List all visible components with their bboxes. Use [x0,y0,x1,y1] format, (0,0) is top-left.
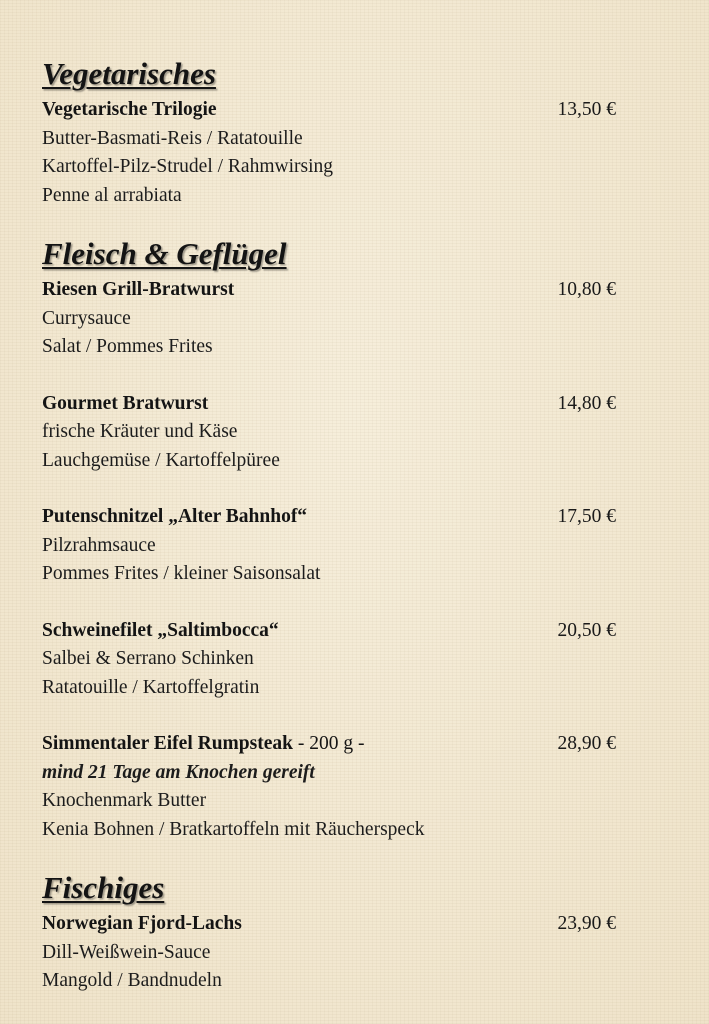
menu-page [42,52,622,1018]
dish-description: Salat / Pommes Frites [42,336,213,357]
dish-name: Norwegian Fjord-Lachs [42,913,242,934]
dish-weight: - 200 g - [292,733,365,754]
dish-description: Penne al arrabiata [42,184,182,206]
section-fischiges [42,866,622,996]
dish-note: mind 21 Tage am Knochen gereift [42,761,315,783]
dish-name: Vegetarische Trilogie [42,99,217,120]
dish-description: Lauchgemüse / Kartoffelpüree [42,449,280,471]
menu-item [42,730,622,844]
dish-description: Ratatouille / Kartoffelgratin [42,676,260,698]
dish-description: Butter-Basmati-Reis / Ratatouille [42,127,303,149]
menu-item [42,617,622,703]
dish-name-text: Simmentaler Eifel Rumpsteak [42,733,293,754]
dish-price: 10,80 € [557,279,616,300]
dish-price: 17,50 € [557,506,616,527]
dish-description: Currysauce [42,307,131,329]
menu-item [42,910,622,996]
dish-name: Schweinefilet „Saltimbocca“ [42,619,279,641]
dish-price: 20,50 € [557,619,616,641]
dish-description: Dill-Weißwein-Sauce [42,941,211,963]
dish-name [42,730,364,759]
menu-item [42,503,622,589]
section-fleisch-gefluegel [42,232,622,844]
dish-description: Kartoffel-Pilz-Strudel / Rahmwirsing [42,156,334,177]
dish-price: 28,90 € [557,733,616,754]
section-title: Vegetarisches [42,56,216,91]
menu-item [42,96,622,210]
section-vegetarisches [42,52,622,210]
menu-item [42,390,622,476]
dish-name: Riesen Grill-Bratwurst [42,279,235,300]
section-title: Fleisch & Geflügel [42,236,287,271]
dish-price: 13,50 € [557,99,616,120]
dish-price: 14,80 € [557,392,616,414]
menu-item [42,276,622,362]
dish-description: Salbei & Serrano Schinken [42,648,254,669]
dish-description: Knochenmark Butter [42,790,207,811]
dish-name: Putenschnitzel „Alter Bahnhof“ [42,506,308,527]
dish-description: Mangold / Bandnudeln [42,970,222,991]
dish-description: Pommes Frites / kleiner Saisonsalat [42,563,321,584]
dish-price: 23,90 € [557,913,616,934]
dish-description: frische Kräuter und Käse [42,421,238,442]
dish-name: Gourmet Bratwurst [42,392,209,414]
section-title: Fischiges [42,870,165,905]
dish-description: Pilzrahmsauce [42,534,156,556]
dish-description: Kenia Bohnen / Bratkartoffeln mit Räucherspeck [42,818,425,840]
